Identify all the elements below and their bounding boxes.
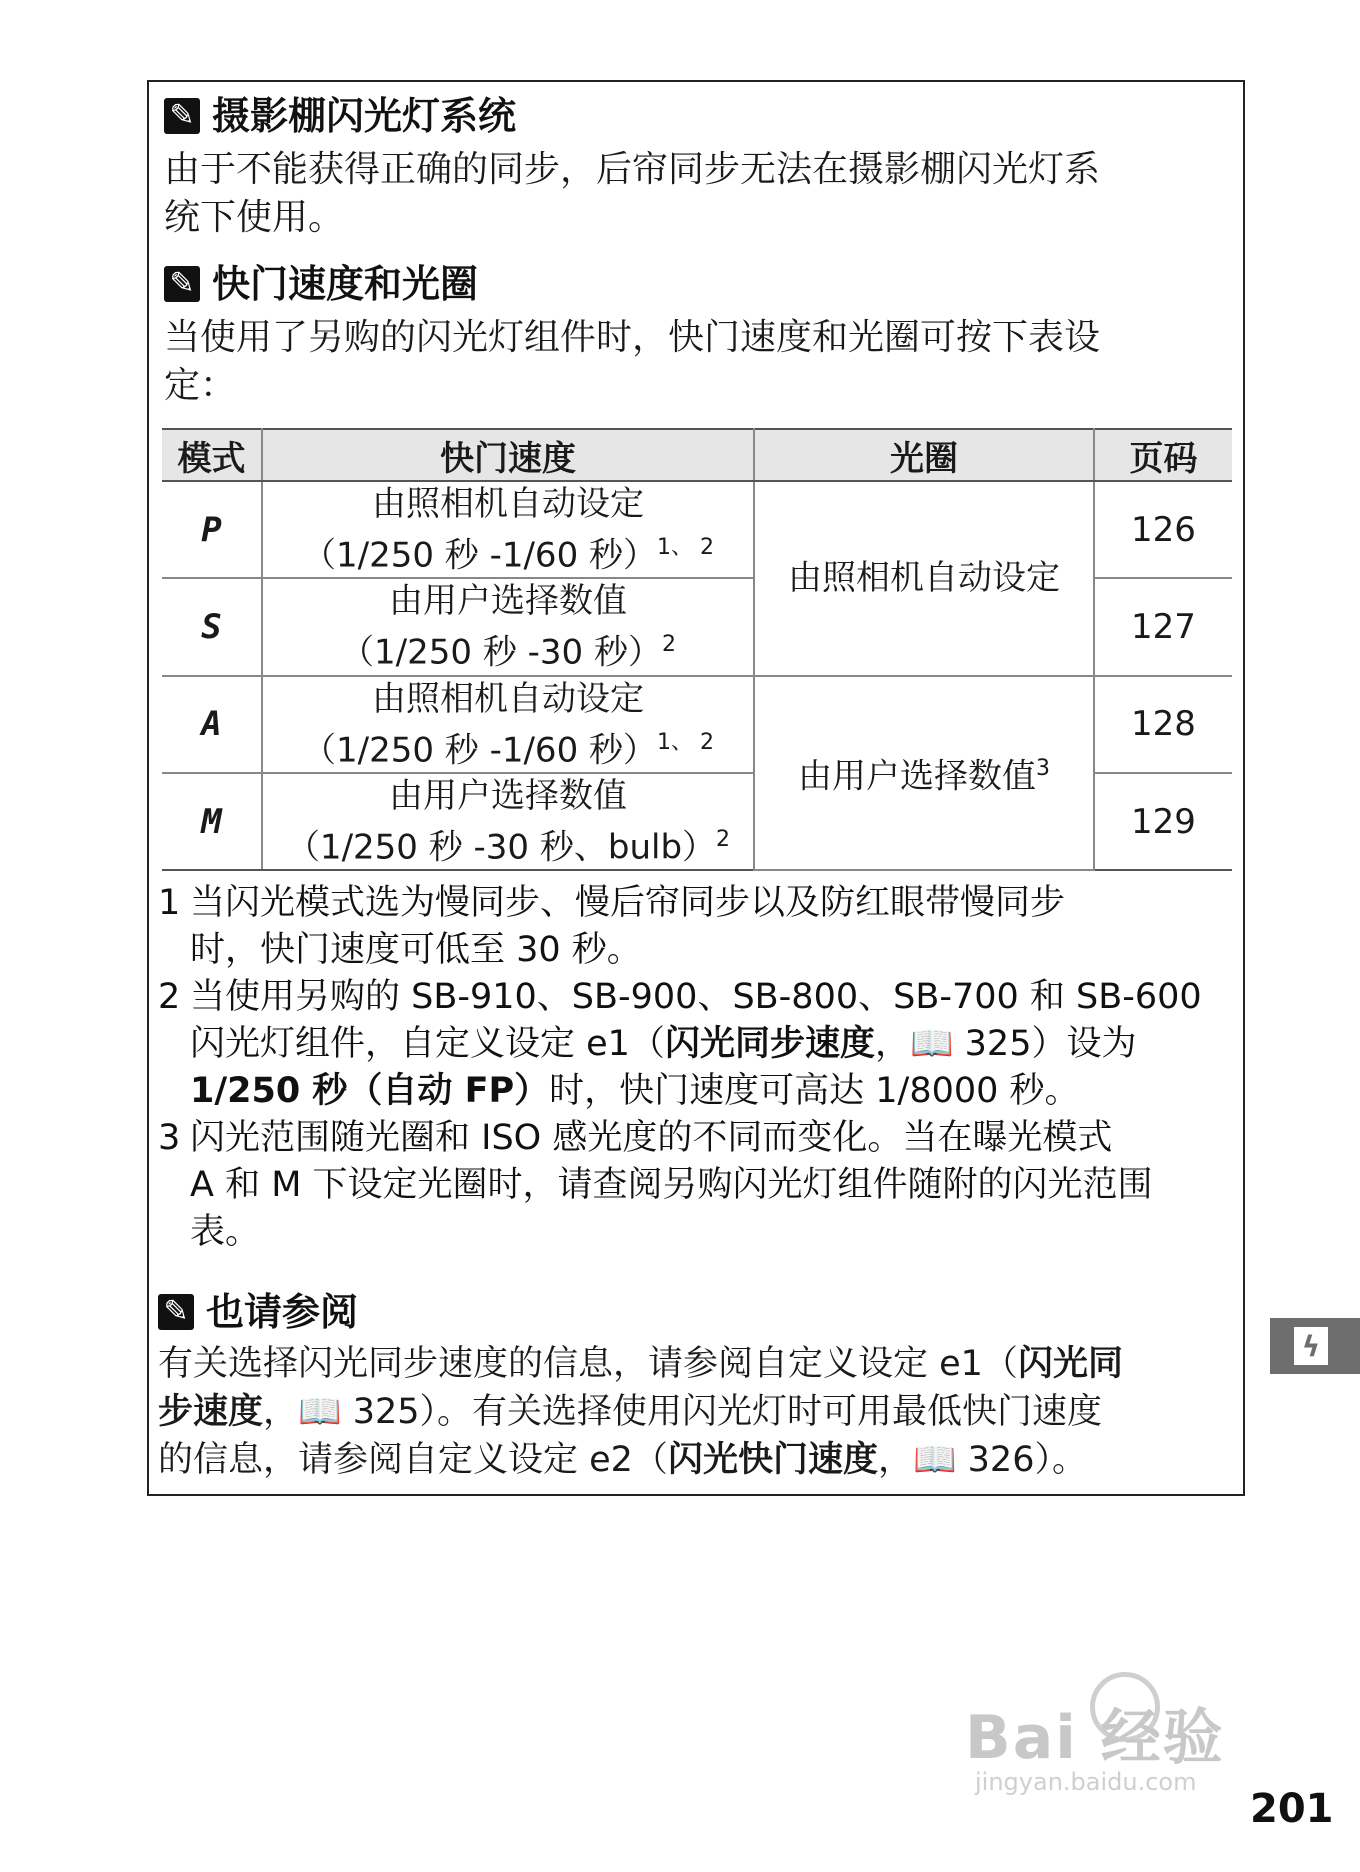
section-see-also-body: 有关选择闪光同步速度的信息，请参阅自定义设定 e1（闪光同 步速度，📖 325）。有关选择使用闪光灯时可用最低快门速度 的信息，请参阅自定义设定 e2（闪光快门速度，📖 326）。 bbox=[158, 1344, 1123, 1480]
shutter-aperture-table bbox=[162, 428, 1232, 871]
page-cell: 128 bbox=[1094, 676, 1232, 773]
header-mode: 模式 bbox=[162, 429, 262, 481]
pencil-note-icon: ✎ bbox=[164, 266, 200, 302]
table-row bbox=[162, 481, 1232, 578]
page-cell: 129 bbox=[1094, 773, 1232, 870]
shutter-cell: 由用户选择数值 （1/250 秒 -30 秒、bulb）$^2$ bbox=[262, 773, 754, 870]
pencil-note-icon: ✎ bbox=[158, 1294, 194, 1330]
footnote-1: 1 当闪光模式选为慢同步、慢后帘同步以及防红眼带慢同步 时，快门速度可低至 30 秒。 bbox=[158, 883, 1066, 970]
page-cell: 127 bbox=[1094, 578, 1232, 675]
section-shutter-aperture-body: 当使用了另购的闪光灯组件时，快门速度和光圈可按下表设 定： bbox=[164, 317, 1101, 406]
chapter-tab bbox=[1270, 1318, 1360, 1374]
mode-a: A bbox=[201, 704, 222, 745]
mode-m: M bbox=[201, 801, 222, 842]
page-number: 201 bbox=[1250, 1786, 1334, 1832]
header-shutter: 快门速度 bbox=[262, 429, 754, 481]
footnote-2: 2 当使用另购的 SB-910、SB-900、SB-800、SB-700 和 SB-600 闪光灯组件，自定义设定 e1（闪光同步速度，📖 325）设为 1/250 秒（自动 FP）时，快门速度可高达 1/8000 秒。 bbox=[158, 977, 1202, 1111]
section-studio-flash-title bbox=[164, 94, 516, 138]
page-cell: 126 bbox=[1094, 481, 1232, 578]
section-title-text: 快门速度和光圈 bbox=[212, 262, 479, 306]
aperture-user-cell: 由用户选择数值$^3$ bbox=[754, 676, 1094, 871]
table-header-row bbox=[162, 429, 1232, 481]
section-shutter-aperture-title bbox=[164, 262, 478, 306]
shutter-cell: 由用户选择数值 （1/250 秒 -30 秒）$^2$ bbox=[262, 578, 754, 675]
shutter-cell: 由照相机自动设定 （1/250 秒 -1/60 秒）$^{1、 2}$ bbox=[262, 481, 754, 578]
flash-icon: ϟ bbox=[1294, 1327, 1328, 1365]
mode-s: S bbox=[201, 606, 222, 647]
section-title-text: 摄影棚闪光灯系统 bbox=[212, 94, 517, 138]
shutter-cell: 由照相机自动设定 （1/250 秒 -1/60 秒）$^{1、 2}$ bbox=[262, 676, 754, 773]
table-row bbox=[162, 676, 1232, 773]
mode-p: P bbox=[201, 509, 222, 550]
footnotes bbox=[158, 880, 1238, 1256]
aperture-auto-cell: 由照相机自动设定 bbox=[754, 481, 1094, 676]
watermark-url: jingyan.baidu.com bbox=[975, 1768, 1197, 1796]
section-studio-flash-body: 由于不能获得正确的同步，后帘同步无法在摄影棚闪光灯系 统下使用。 bbox=[164, 149, 1101, 238]
pencil-note-icon: ✎ bbox=[164, 98, 200, 134]
header-aperture: 光圈 bbox=[754, 429, 1094, 481]
watermark-brand: Bai 经验 bbox=[965, 1703, 1225, 1773]
section-see-also-title bbox=[158, 1290, 358, 1334]
header-page: 页码 bbox=[1094, 429, 1232, 481]
footnote-3: 3 闪光范围随光圈和 ISO 感光度的不同而变化。当在曝光模式 A 和 M 下设定光圈时，请查阅另购闪光灯组件随附的闪光范围 表。 bbox=[158, 1118, 1153, 1252]
section-title-text: 也请参阅 bbox=[206, 1290, 359, 1334]
